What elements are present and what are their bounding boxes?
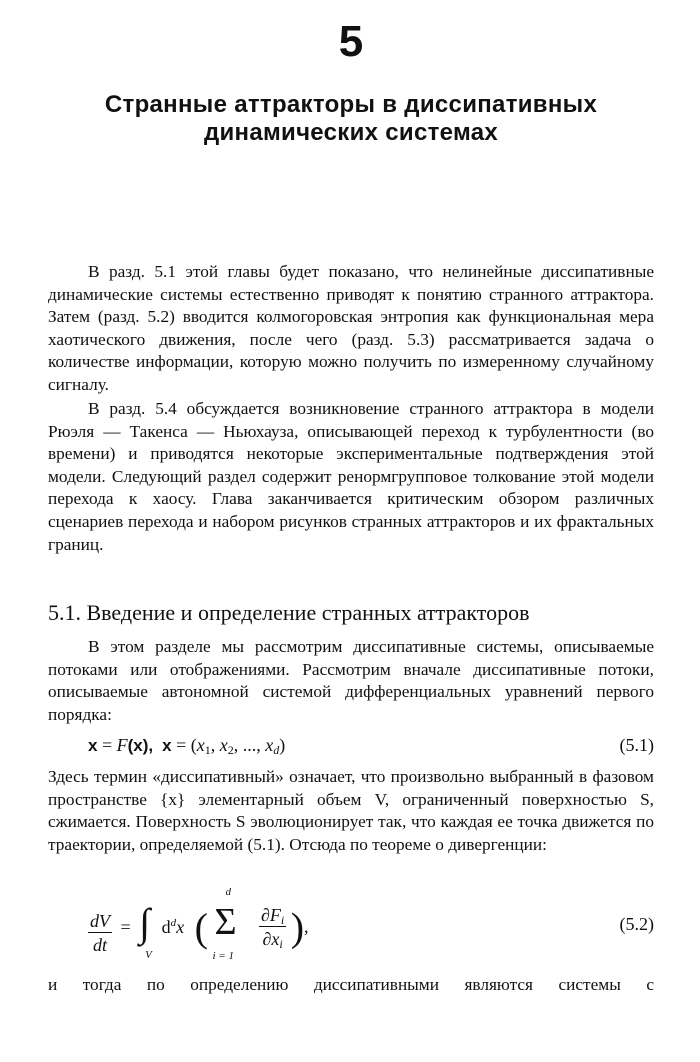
equation-5-2-number: (5.2) [619,914,654,934]
chapter-title-line-1: Странные аттракторы в диссипативных [104,91,598,118]
section-paragraph-1: В этом разделе мы рассмотрим диссипативные системы, описываемые потоками или отображениями. Рассмотрим вначале диссипативные потоки, описываемые автономной системой дифференциальных уравнений первого порядка: [48,637,654,724]
section-paragraph-2: Здесь термин «диссипативный» означает, что произвольно выбранный в фазовом пространстве {x} элементарный объем V, ограниченный поверхностью S, сжимается. Поверхность S эволюционирует так, что каждая ее точка движется по траектории, определяемой (5.1). Отсюда по теореме о дивергенции: [48,767,654,854]
document-page [48,0,654,1062]
equation-5-2-lhs: $\frac{dV}{dt}$ [90,910,110,955]
intro-paragraph-2: В разд. 5.4 обсуждается возникновение странного аттрактора в модели Рюэля — Такенса — Ньюхауза, описывающей переход к турбулентности (во времени) и приводятся некоторые экспериментальные подтверждения этой модели. Следующий раздел содержит ренормгрупповое толкование этой модели перехода к хаосу. Глава заканчивается критическим обзором различных сценариев перехода и набором рисунков странных аттракторов и их фрактальных границ. [48,399,654,554]
equation-5-2-partial: $\frac{\partial F_i}{\partial x_i}$ [260,904,285,951]
intro-paragraph-1: В разд. 5.1 этой главы будет показано, что нелинейные диссипативные динамические системы естественно приводят к понятию странного аттрактора. Затем (разд. 5.2) вводится колмогоровская энтропия как функциональная мера хаотического движения, после чего (разд. 5.3) рассматривается задача о количестве информации, которую можно получить по измеренному случайному сигналу. [48,262,654,394]
equation-5-2-body: $\frac{dV}{dt}$ = ∫ V $d^dx$ ( d Σ i = 1 $\frac{\partial F_i}{\partial x_i}$ ), [90,886,309,962]
equation-5-1-number: (5.1) [619,735,654,755]
equation-5-2 [48,886,654,968]
section-heading: 5.1. Введение и определение странных аттракторов [48,600,530,625]
chapter-title [48,91,654,147]
section-paragraph-3: и тогда по определению диссипативными являются системы с [48,975,654,994]
equation-5-1-body: x = F(x), $x = (x_1$, $x_2$, ..., $x_d$) [88,735,286,757]
chapter-number: 5 [338,17,364,66]
equation-5-1 [48,735,654,761]
chapter-title-line-2: динамических системах [203,119,499,146]
